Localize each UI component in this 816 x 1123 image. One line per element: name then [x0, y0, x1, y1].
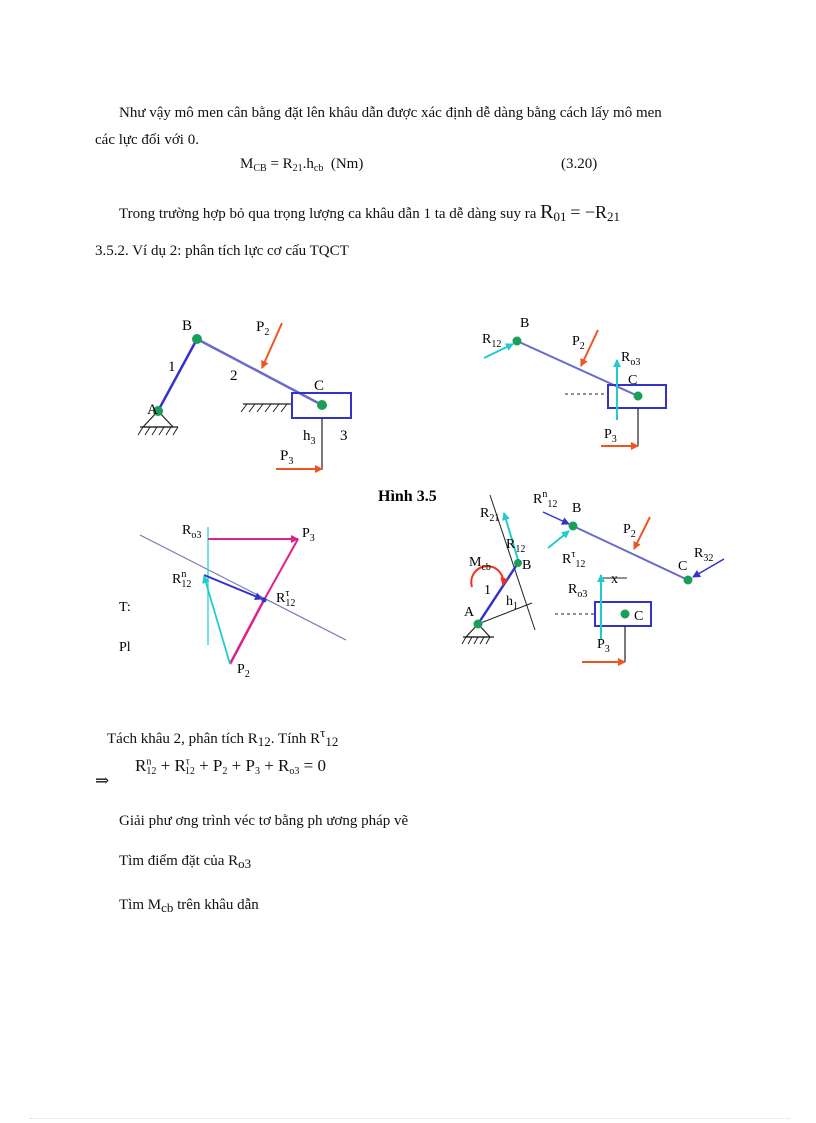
fig2-label-ro3: $R_{o3}$: [621, 350, 641, 368]
fig4-label-r21: $R_{21}$: [480, 506, 500, 524]
fig2-label-p2: $P_2$: [572, 334, 585, 352]
fig3-label-p3: $P_3$: [302, 526, 315, 544]
fig1-joint-b: [192, 334, 202, 344]
paragraph2: Trong trường hợp bỏ qua trọng lượng ca khâu dẫn 1 ta dễ dàng suy ra $R_{01} = -R_{21}$: [119, 201, 621, 224]
fig2-label-b: B: [520, 316, 530, 331]
equation-number: (3.20): [561, 156, 598, 172]
fig3-p2-vector: [230, 600, 264, 664]
fig4-label-a: A: [464, 605, 475, 620]
fig2-label-r12: $R_{12}$: [482, 332, 502, 350]
fig4-joint-c-link: [684, 576, 693, 585]
fig4-label-r32: $R_{32}$: [694, 546, 714, 564]
step2: Giải phư ơng trình véc tơ bằng ph ương pháp vẽ: [119, 813, 409, 829]
fig2-joint-c: [634, 392, 643, 401]
fig2-label-p3: $P_3$: [604, 427, 617, 445]
fig1-link2: [197, 339, 325, 405]
figure-caption: Hình 3.5: [378, 488, 437, 505]
fig4-label-b-link1: B: [522, 558, 532, 573]
page-bottom-rule: [30, 1118, 790, 1119]
fig4-label-b: B: [572, 501, 582, 516]
fig4-joint-b-link1: [514, 559, 522, 567]
fig4-joint-a: [474, 620, 483, 629]
fig2-label-c: C: [628, 373, 638, 388]
equation-3-20: $M_{CB} = R_{21}.h_{cb}$ (Nm): [240, 156, 364, 174]
fig3-cut-text-2: Pl: [119, 640, 131, 655]
fig3-rt-direction-line: [140, 535, 346, 640]
fig4-label-x: x: [611, 572, 618, 587]
fig1-label-p3: $P_3$: [280, 448, 294, 467]
fig2-joint-b: [513, 337, 522, 346]
section-heading: 3.5.2. Ví dụ 2: phân tích lực cơ cấu TQCT: [95, 243, 349, 259]
fig1-label-h3: $h_3$: [303, 428, 316, 447]
fig4-label-mcb: $M_{cb}$: [469, 555, 491, 573]
paragraph1-line1: Như vậy mô men cân bằng đặt lên khâu dẫn được xác định dễ dàng bằng cách lấy mô men: [119, 105, 662, 121]
fig4-label-c-link: C: [678, 559, 688, 574]
step1: Tách khâu 2, phân tích $R_{12}$. Tính $R^\tau_{12}$: [107, 725, 339, 749]
fig4-joint-c: [621, 610, 630, 619]
fig1-link1: [158, 339, 197, 411]
fig4-label-ro3: $R_{o3}$: [568, 582, 588, 600]
fig4-p2-arrow: [634, 517, 650, 549]
fig4-label-1: 1: [484, 583, 491, 598]
fig4-label-h1: $h_1$: [506, 594, 518, 612]
fig4-rn12-arrow: [543, 512, 569, 524]
fig3-label-ro3: $R_{o3}$: [182, 523, 202, 541]
fig1-mechanism: [138, 318, 351, 470]
fig1-label-b: B: [182, 318, 193, 334]
fig1-label-p2: $P_2$: [256, 319, 270, 338]
fig4-label-rt12: $R^\tau_{12}$: [562, 549, 586, 570]
fig3-force-polygon: [119, 523, 346, 680]
fig2-link-2-free-body: [482, 316, 666, 446]
fig4-label-rn12: $R^n_{12}$: [533, 489, 558, 510]
fig3-label-rt12: $R^\tau$ 12: [276, 588, 296, 609]
fig1-label-1: 1: [168, 359, 176, 375]
fig3-label-p2: $P_2$: [237, 662, 250, 680]
fig1-label-2: 2: [230, 368, 238, 384]
fig4-label-c: C: [634, 609, 644, 624]
step3: Tìm điểm đặt của $R_{o3}$: [119, 853, 252, 871]
fig4-label-p2: $P_2$: [623, 522, 636, 540]
fig4-mechanism-forces: [462, 489, 724, 662]
step4: Tìm $M_{cb}$ trên khâu dẫn: [119, 897, 259, 915]
implies-arrow: ⇒: [95, 771, 110, 790]
fig1-label-c: C: [314, 378, 325, 394]
fig4-label-r12: $R_{12}$: [506, 537, 526, 555]
fig1-label-a: A: [147, 402, 158, 418]
fig2-link2: [517, 341, 641, 396]
fig3-rn12-vector: [204, 575, 262, 599]
paragraph1-line2: các lực đối với 0.: [95, 132, 199, 148]
fig1-joint-c: [317, 400, 327, 410]
fig4-joint-b: [569, 522, 578, 531]
fig1-label-3: 3: [340, 428, 348, 444]
vector-equation: $R^n_{12} + R^\tau_{12} + P_2 + P_3 + R_{o3} = 0$: [135, 756, 326, 777]
fig3-label-rn12: $R^n$ 12: [172, 569, 192, 590]
fig4-label-p3: $P_3$: [597, 637, 610, 655]
fig4-rt12-arrow: [548, 531, 569, 548]
fig3-cut-text-1: T:: [119, 600, 131, 615]
